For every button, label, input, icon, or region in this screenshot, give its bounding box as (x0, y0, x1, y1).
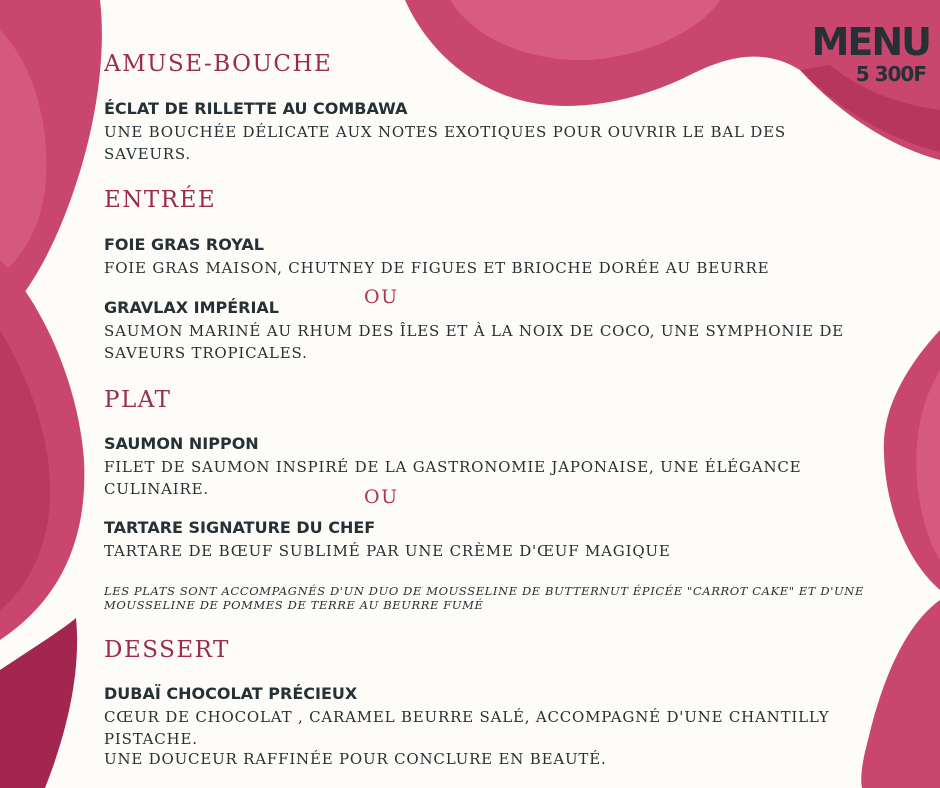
section-title-amuse-bouche: AMUSE-BOUCHE (104, 51, 333, 77)
item-name-saumon-nippon: SAUMON NIPPON (104, 434, 259, 453)
item-description-saumon-nippon: FILET DE SAUMON INSPIRÉ DE LA GASTRONOMIE JAPONAISE, UNE ÉLÉGANCE CULINAIRE. (104, 458, 802, 498)
item-name-tartare: TARTARE SIGNATURE DU CHEF (104, 518, 376, 537)
item-description-tartare: TARTARE DE BŒUF SUBLIMÉ PAR UNE CRÈME D'ŒUF MAGIQUE (104, 542, 671, 560)
section-title-entree: ENTRÉE (104, 187, 217, 213)
plat-accompaniment-note: LES PLATS SONT ACCOMPAGNÉS D'UN DUO DE MOUSSELINE DE BUTTERNUT ÉPICÉE "CARROT CAKE" ET D'UNE MOUSSELINE DE POMMES DE TERRE AU BEURRE FUMÉ (104, 584, 864, 612)
menu-title: MENU (811, 20, 930, 64)
item-description-foie-gras: FOIE GRAS MAISON, CHUTNEY DE FIGUES ET BRIOCHE DORÉE AU BEURRE (104, 259, 770, 277)
item-name-foie-gras: FOIE GRAS ROYAL (104, 235, 264, 254)
item-description-gravlax: SAUMON MARINÉ AU RHUM DES ÎLES ET À LA NOIX DE COCO, UNE SYMPHONIE DE SAVEURS TROPICALES. (104, 322, 844, 362)
item-name-gravlax: GRAVLAX IMPÉRIAL (104, 298, 279, 317)
separator-ou-plat: OU (364, 486, 399, 508)
separator-ou-entree: OU (364, 286, 399, 308)
item-description-dubai-chocolat: CŒUR DE CHOCOLAT , CARAMEL BEURRE SALÉ, ACCOMPAGNÉ D'UNE CHANTILLY PISTACHE. (104, 708, 830, 748)
section-title-dessert: DESSERT (104, 637, 230, 663)
menu-header (812, 22, 930, 86)
item-name-eclat-rillette: ÉCLAT DE RILLETTE AU COMBAWA (104, 99, 408, 118)
menu-price: 5 300F (855, 62, 926, 86)
section-title-plat: PLAT (104, 387, 172, 413)
item-description-dubai-chocolat-conclusion: UNE DOUCEUR RAFFINÉE POUR CONCLURE EN BEAUTÉ. (104, 750, 607, 768)
item-description-eclat-rillette: UNE BOUCHÉE DÉLICATE AUX NOTES EXOTIQUES POUR OUVRIR LE BAL DES SAVEURS. (104, 123, 786, 163)
item-name-dubai-chocolat: DUBAÏ CHOCOLAT PRÉCIEUX (104, 684, 358, 703)
